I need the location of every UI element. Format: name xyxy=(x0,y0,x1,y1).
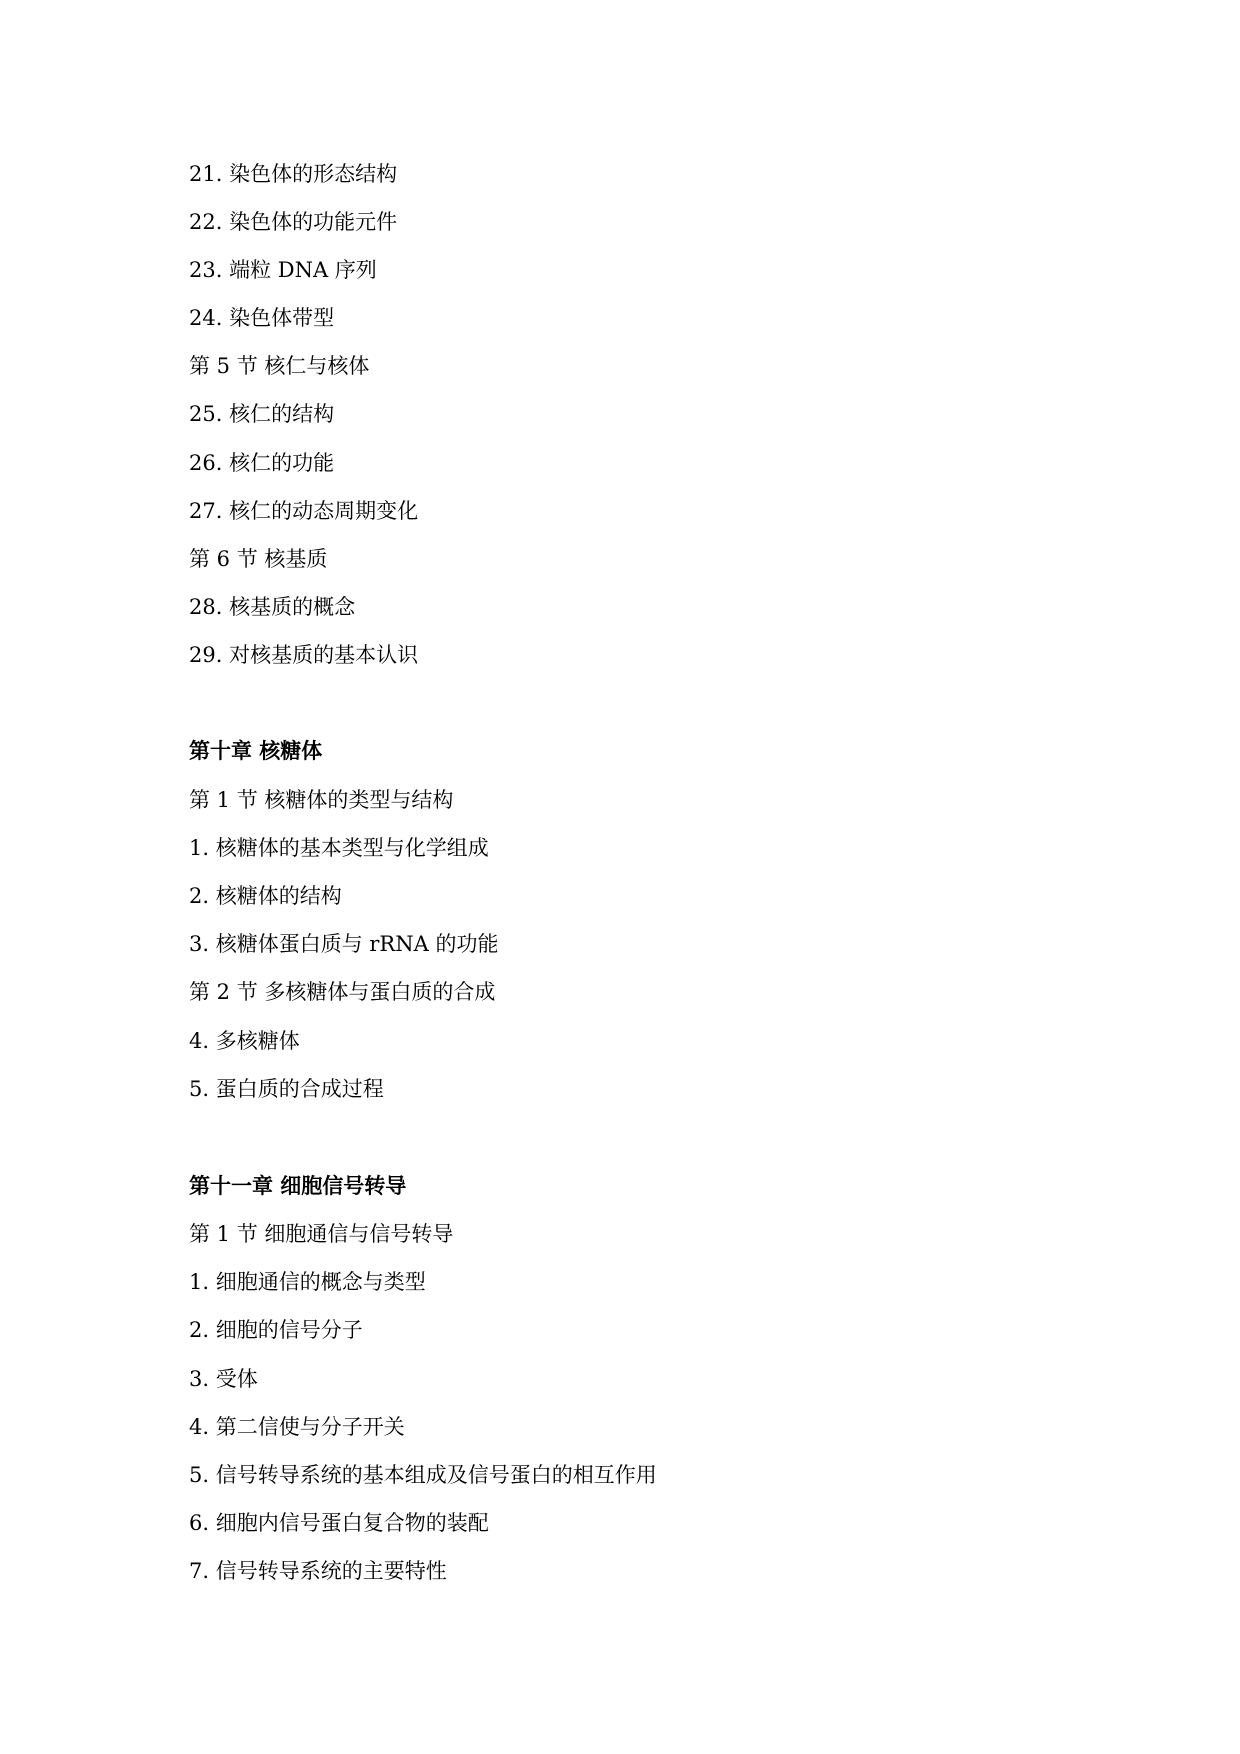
list-item: 5. 蛋白质的合成过程 xyxy=(189,1077,384,1101)
list-item: 27. 核仁的动态周期变化 xyxy=(189,499,419,523)
list-item: 22. 染色体的功能元件 xyxy=(189,210,398,234)
list-item: 6. 细胞内信号蛋白复合物的装配 xyxy=(189,1511,489,1535)
section-heading: 第 1 节 细胞通信与信号转导 xyxy=(189,1222,454,1246)
chapter-heading: 第十一章 细胞信号转导 xyxy=(189,1173,407,1198)
list-item: 24. 染色体带型 xyxy=(189,306,335,330)
list-item: 7. 信号转导系统的主要特性 xyxy=(189,1559,447,1583)
chapter-heading: 第十章 核糖体 xyxy=(189,738,323,763)
list-item: 29. 对核基质的基本认识 xyxy=(189,643,419,667)
list-item: 26. 核仁的功能 xyxy=(189,451,335,475)
section-heading: 第 2 节 多核糖体与蛋白质的合成 xyxy=(189,980,496,1004)
list-item: 2. 核糖体的结构 xyxy=(189,884,342,908)
list-item: 3. 核糖体蛋白质与 rRNA 的功能 xyxy=(189,932,499,956)
list-item: 2. 细胞的信号分子 xyxy=(189,1318,363,1342)
list-item: 21. 染色体的形态结构 xyxy=(189,162,398,186)
list-item: 1. 细胞通信的概念与类型 xyxy=(189,1270,426,1294)
list-item: 25. 核仁的结构 xyxy=(189,402,335,426)
list-item: 28. 核基质的概念 xyxy=(189,595,356,619)
list-item: 4. 第二信使与分子开关 xyxy=(189,1415,405,1439)
list-item: 4. 多核糖体 xyxy=(189,1029,300,1053)
section-heading: 第 5 节 核仁与核体 xyxy=(189,354,370,378)
list-item: 1. 核糖体的基本类型与化学组成 xyxy=(189,836,489,860)
list-item: 5. 信号转导系统的基本组成及信号蛋白的相互作用 xyxy=(189,1463,657,1487)
section-heading: 第 1 节 核糖体的类型与结构 xyxy=(189,788,454,812)
list-item: 3. 受体 xyxy=(189,1367,258,1391)
section-heading: 第 6 节 核基质 xyxy=(189,547,328,571)
list-item: 23. 端粒 DNA 序列 xyxy=(189,258,377,282)
